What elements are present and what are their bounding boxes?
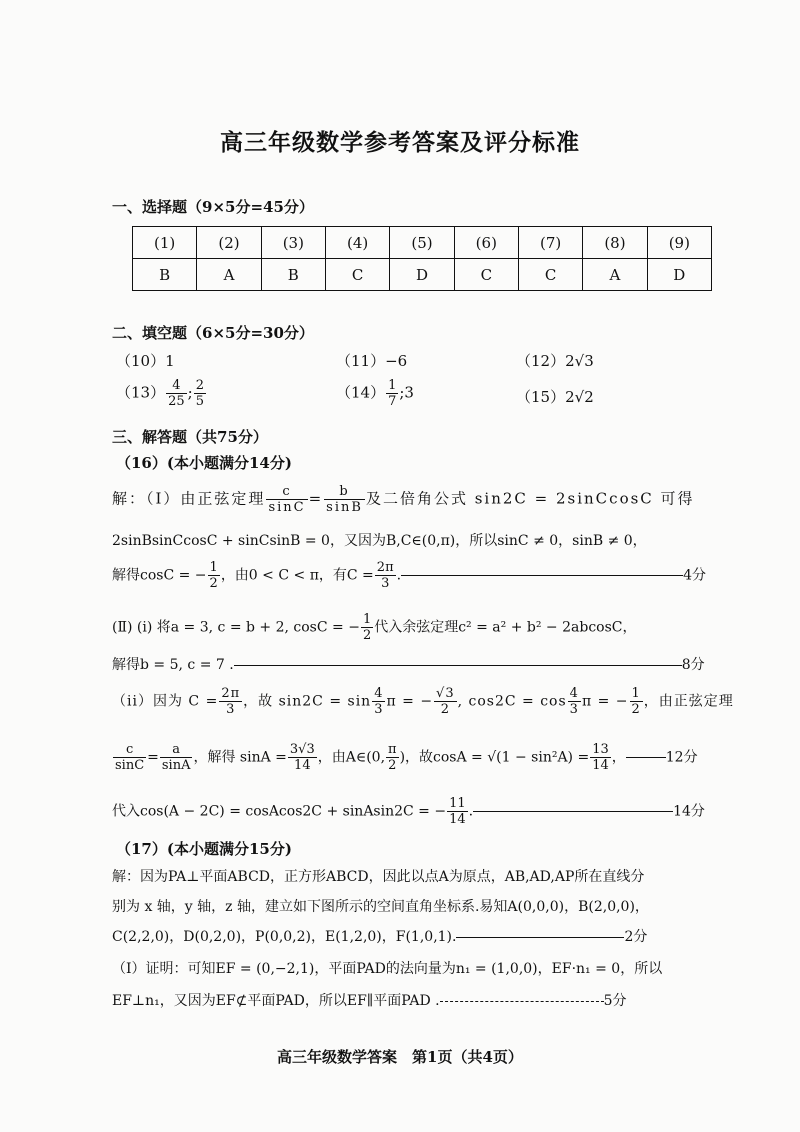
- question-number: (7): [518, 227, 582, 259]
- question-number: (3): [261, 227, 325, 259]
- fraction-denominator: 3: [226, 702, 236, 717]
- score-leader-line: [626, 757, 666, 758]
- fraction-denominator: 3: [569, 702, 579, 717]
- q16-heading: （16）(本小题满分14分): [116, 454, 292, 472]
- fraction-numerator: b: [324, 484, 365, 500]
- q16-line7: [112, 742, 698, 773]
- q16-l6-text-c: π = −: [386, 693, 434, 710]
- q16-line5: [112, 654, 705, 674]
- question-number: (4): [325, 227, 389, 259]
- score-mark: 5分: [603, 993, 627, 1009]
- fraction-numerator: a: [160, 742, 193, 758]
- q17-l5-text: EF⊥n₁，又因为EF⊄平面PAD，所以EF∥平面PAD .: [112, 993, 440, 1009]
- score-leader-line: [456, 937, 624, 938]
- q17-heading: （17）(本小题满分15分): [116, 840, 292, 858]
- table-row-numbers: [133, 227, 712, 259]
- fraction-numerator: c: [266, 484, 307, 500]
- fraction-denominator: 3: [374, 702, 384, 717]
- answer-cell: B: [133, 259, 197, 291]
- q12-value: 2√3: [565, 352, 594, 370]
- fraction-denominator: 2: [362, 628, 372, 643]
- answer-q12: [516, 350, 594, 371]
- fraction-numerator: 1: [362, 612, 372, 627]
- score-leader-line: [234, 665, 682, 666]
- q16-l6-text-e: π = −: [581, 693, 629, 710]
- q16-l1-text-a: 解：（Ⅰ）由正弦定理: [112, 489, 266, 508]
- fraction-numerator: 13: [592, 742, 609, 757]
- q17-line4: （Ⅰ）证明：可知EF = (0,−2,1)，平面PAD的法向量为n₁ = (1,0,0)，EF·n₁ = 0，所以: [112, 961, 663, 977]
- fraction-denominator: 7: [388, 394, 397, 409]
- q13-fraction-1: [166, 378, 187, 409]
- fraction-numerator: 3√3: [289, 742, 315, 757]
- fraction-denominator: 5: [195, 394, 204, 409]
- question-number: (2): [197, 227, 261, 259]
- page-title: 高三年级数学参考答案及评分标准: [220, 129, 580, 156]
- fraction: [568, 686, 581, 717]
- fraction: [361, 612, 373, 643]
- q16-l8-text-a: 代入cos(A − 2C) = cosAcos2C + sinAsin2C = −: [112, 803, 447, 820]
- q16-l6-text-b: ，故 sin2C = sin: [243, 693, 372, 710]
- answer-q14: [336, 378, 414, 409]
- fraction-denominator: 2: [388, 758, 397, 773]
- score-leader-line: [401, 575, 683, 576]
- q16-l7-text-d: )，故cosA = √(1 − sin²A) =: [399, 749, 590, 766]
- score-leader-line: [473, 811, 673, 812]
- score-mark: 8分: [681, 657, 705, 673]
- fraction-numerator: 1: [209, 560, 218, 575]
- fraction: [630, 686, 643, 717]
- q16-line2: 2sinBsinCcosC + sinCsinB = 0，又因为B,C∈(0,π)，所以sinC ≠ 0，sinB ≠ 0，: [112, 533, 647, 549]
- q15-label: （15）: [516, 388, 566, 406]
- score-mark: 12分: [665, 749, 698, 766]
- section3-heading: 三、解答题（共75分）: [112, 428, 268, 446]
- q12-label: （12）: [516, 352, 566, 370]
- answer-cell: B: [261, 259, 325, 291]
- q15-value: 2√2: [565, 388, 594, 406]
- score-mark: 2分: [624, 929, 648, 945]
- q16-l7-text-b: ，解得 sinA =: [193, 749, 287, 766]
- fraction-numerator: 2π: [221, 686, 241, 701]
- q16-l7-text-e: ，: [611, 749, 626, 766]
- fraction-numerator: π: [388, 742, 397, 757]
- q16-l6-text-d: , cos2C = cos: [457, 693, 567, 710]
- q13-separator: ;: [187, 383, 193, 402]
- answer-q15: [516, 386, 594, 407]
- answer-cell: D: [647, 259, 711, 291]
- q17-l3-text: C(2,2,0)，D(0,2,0)，P(0,0,2)，E(1,2,0)，F(1,0,1).: [112, 929, 457, 945]
- fraction-numerator: 4: [374, 686, 384, 701]
- fraction-denominator: 2: [631, 702, 641, 717]
- fraction-denominator: sinC: [268, 500, 306, 515]
- fraction: [324, 484, 365, 515]
- q16-line4: [112, 612, 636, 643]
- q16-line3: [112, 560, 706, 591]
- fraction-denominator: 3: [381, 576, 390, 591]
- table-row-answers: [133, 259, 712, 291]
- q16-line8: [112, 796, 705, 827]
- q16-l4-text-a: (Ⅱ) (i) 将a = 3, c = b + 2, cosC = −: [112, 619, 360, 636]
- fraction: [113, 742, 146, 773]
- q16-l6-text-a: （ii）因为 C =: [112, 693, 219, 710]
- fraction-numerator: 11: [449, 796, 466, 811]
- q16-l7-text-a: =: [147, 749, 159, 766]
- answer-cell: D: [390, 259, 454, 291]
- fraction: [266, 484, 307, 515]
- q16-l1-eq: =: [308, 489, 324, 508]
- fraction: [208, 560, 220, 591]
- choice-answer-table: [132, 226, 712, 291]
- q16-line1: [112, 484, 695, 515]
- question-number: (5): [390, 227, 454, 259]
- fraction: [160, 742, 193, 773]
- q16-l3-text-b: ，由0 < C < π，有C =: [220, 567, 374, 584]
- question-number: (1): [133, 227, 197, 259]
- q16-line6: [112, 686, 734, 717]
- answer-cell: C: [454, 259, 518, 291]
- fraction-denominator: 14: [294, 758, 311, 773]
- q14-label: （14）: [336, 383, 386, 402]
- q16-l7-text-c: ，由A∈(0,: [317, 749, 386, 766]
- fraction-denominator: sinB: [326, 500, 363, 515]
- q17-line5: [112, 990, 627, 1010]
- q14-rest: ;3: [399, 383, 414, 402]
- fraction-denominator: 25: [168, 394, 185, 409]
- answer-cell: C: [518, 259, 582, 291]
- fraction-numerator: 1: [388, 378, 397, 393]
- q14-fraction: [386, 378, 398, 409]
- q16-l5-text: 解得b = 5, c = 7 .: [112, 657, 234, 673]
- fraction-numerator: √3: [436, 686, 455, 701]
- fraction: [447, 796, 468, 827]
- score-mark: 4分: [683, 567, 706, 584]
- fraction-denominator: 14: [449, 812, 466, 827]
- answer-q13: [116, 378, 207, 409]
- fraction-denominator: 14: [592, 758, 609, 773]
- score-mark: 14分: [673, 803, 705, 820]
- q13-label: （13）: [116, 383, 166, 402]
- q16-l3-text-c: .: [396, 567, 402, 584]
- question-number: (8): [583, 227, 647, 259]
- answer-cell: C: [325, 259, 389, 291]
- answer-q10: （10）1: [116, 352, 175, 370]
- question-number: (9): [647, 227, 711, 259]
- fraction-denominator: sinA: [161, 758, 191, 773]
- q16-l4-text-b: 代入余弦定理c² = a² + b² − 2abcosC，: [374, 619, 637, 636]
- fraction: [434, 686, 457, 717]
- fraction-denominator: sinC: [115, 758, 145, 773]
- q17-line1: 解：因为PA⊥平面ABCD，正方形ABCD，因此以点A为原点，AB,AD,AP所在直线分: [112, 869, 645, 885]
- q17-line2: 别为 x 轴，y 轴，z 轴，建立如下图所示的空间直角坐标系.易知A(0,0,0)，B(2,0,0)，: [112, 899, 649, 915]
- fraction: [219, 686, 242, 717]
- fraction-numerator: 2: [195, 378, 204, 393]
- section2-heading: 二、填空题（6×5分=30分）: [112, 324, 314, 342]
- fraction-numerator: 4: [569, 686, 579, 701]
- q16-l6-text-f: ，由正弦定理: [643, 693, 734, 710]
- fraction-denominator: 2: [440, 702, 450, 717]
- score-leader-line: [440, 1001, 604, 1002]
- answer-q11: （11）−6: [336, 352, 408, 370]
- fraction-denominator: 2: [209, 576, 218, 591]
- page-footer: 高三年级数学答案 第1页（共4页）: [277, 1048, 523, 1066]
- q17-line3: [112, 926, 647, 946]
- q16-l8-text-b: .: [468, 803, 474, 820]
- question-number: (6): [454, 227, 518, 259]
- fraction: [375, 560, 396, 591]
- q16-l3-text-a: 解得cosC = −: [112, 567, 207, 584]
- fraction-numerator: 2π: [376, 560, 394, 575]
- fraction: [386, 742, 399, 773]
- q13-fraction-2: [194, 378, 206, 409]
- fraction-numerator: 4: [166, 378, 187, 394]
- fraction-numerator: 1: [631, 686, 641, 701]
- answer-cell: A: [583, 259, 647, 291]
- fraction: [590, 742, 611, 773]
- section1-heading: 一、选择题（9×5分=45分）: [112, 198, 314, 216]
- fraction-numerator: c: [113, 742, 146, 758]
- fraction: [288, 742, 317, 773]
- answer-cell: A: [197, 259, 261, 291]
- fraction: [372, 686, 385, 717]
- q16-l1-text-b: 及二倍角公式 sin2C = 2sinCcosC 可得: [365, 489, 695, 508]
